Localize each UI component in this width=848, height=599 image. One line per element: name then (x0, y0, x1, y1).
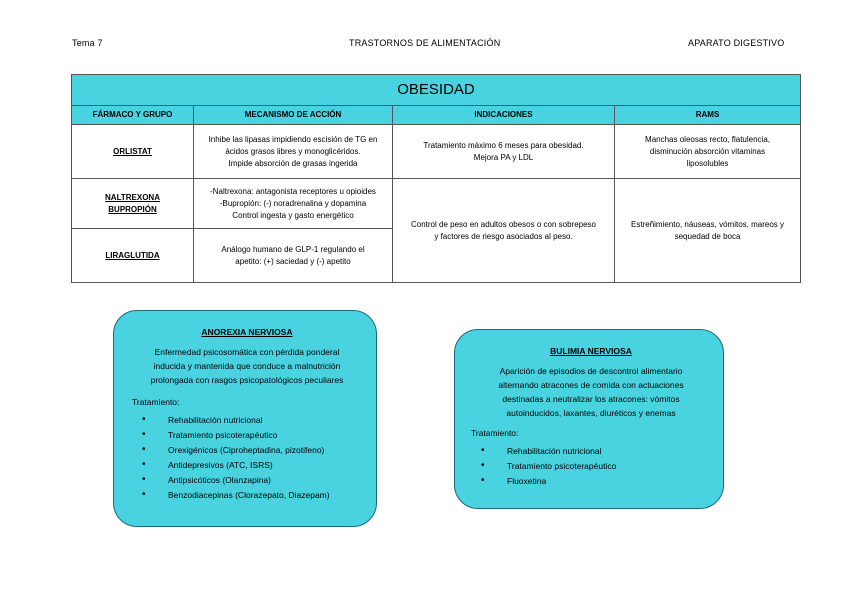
column-header-rams: RAMS (615, 106, 801, 125)
list-item: • Benzodiacepinas (Clorazepato, Diazepam) (156, 488, 362, 502)
drug-name: LIRAGLUTIDA (105, 250, 160, 260)
text-line: autoinducidos, laxantes, diuréticos y enemas (506, 408, 676, 418)
bulimia-treatment-label: Tratamiento: (471, 428, 519, 438)
shared-indications-cell (393, 179, 615, 283)
header-title: TRASTORNOS DE ALIMENTACIÓN (349, 38, 501, 48)
drug-cell (72, 229, 194, 283)
text-line: Análogo humano de GLP-1 regulando el (221, 244, 365, 254)
text-line: inducida y mantenida que conduce a malnutrición (153, 361, 341, 371)
anorexia-card (113, 310, 377, 527)
bulimia-card (454, 329, 724, 509)
text-line: prolongada con rasgos psicopatológicos peculiares (150, 375, 344, 385)
mechanism-cell (194, 125, 393, 179)
drug-name: NALTREXONA (105, 192, 160, 202)
text-line: ácidos grasos libres y monoglicéridos. (225, 146, 361, 156)
table-row (72, 179, 801, 229)
bulimia-description (471, 364, 711, 420)
mechanism-cell (194, 179, 393, 229)
anorexia-treatment-label: Tratamiento: (132, 397, 180, 407)
text-line: -Bupropión: (-) noradrenalina y dopamina (219, 198, 367, 208)
text-line: Estreñimiento, náuseas, vómitos, mareos y (631, 219, 784, 229)
text-line: liposolubles (686, 158, 729, 168)
text-line: sequedad de boca (674, 231, 741, 241)
text-line: disminución absorción vitaminas (649, 146, 766, 156)
bulimia-title: BULIMIA NERVIOSA (550, 346, 632, 356)
text-line: y factores de riesgo asociados al peso. (434, 231, 573, 241)
list-item: • Antidepresivos (ATC, ISRS) (156, 458, 362, 472)
list-item: • Orexigénicos (Ciproheptadina, pizotifeno) (156, 443, 362, 457)
drug-name: BUPROPIÓN (108, 204, 157, 214)
anorexia-treatment-list (132, 413, 362, 502)
text-line: Manchas oleosas recto, flatulencia, (645, 134, 770, 144)
bulimia-treatment-list (471, 444, 711, 488)
drug-name: ORLISTAT (113, 146, 152, 156)
list-item: • Fluoxetina (495, 474, 711, 488)
list-item: • Antipsicóticos (Olanzapina) (156, 473, 362, 487)
indications-cell (393, 125, 615, 179)
text-line: Enfermedad psicosomática con pérdida ponderal (154, 347, 340, 357)
text-line: apetito: (+) saciedad y (-) apetito (235, 256, 351, 266)
text-line: Control ingesta y gasto energético (232, 210, 354, 220)
text-line: alternando atracones de comida con actuaciones (498, 380, 684, 390)
column-header-indications: INDICACIONES (393, 106, 615, 125)
column-header-drug: FÁRMACO Y GRUPO (72, 106, 194, 125)
text-line: -Naltrexona: antagonista receptores u opioides (210, 186, 376, 196)
rams-cell (615, 125, 801, 179)
list-item: • Rehabilitación nutricional (495, 444, 711, 458)
text-line: Inhibe las lipasas impidiendo escisión de TG en (208, 134, 378, 144)
mechanism-cell (194, 229, 393, 283)
header-topic: Tema 7 (72, 38, 103, 48)
text-line: Tratamiento máximo 6 meses para obesidad. (423, 140, 584, 150)
obesity-table (71, 74, 801, 283)
anorexia-title: ANOREXIA NERVIOSA (201, 327, 293, 337)
table-title: OBESIDAD (72, 75, 801, 106)
shared-rams-cell (615, 179, 801, 283)
text-line: Impide absorción de grasas ingerida (228, 158, 358, 168)
list-item: • Tratamiento psicoterapéutico (156, 428, 362, 442)
column-header-mechanism: MECANISMO DE ACCIÓN (194, 106, 393, 125)
text-line: Aparición de episodios de descontrol alimentario (499, 366, 683, 376)
text-line: Control de peso en adultos obesos o con sobrepeso (410, 219, 596, 229)
drug-cell (72, 125, 194, 179)
header-subject: APARATO DIGESTIVO (688, 38, 785, 48)
anorexia-description (132, 345, 362, 387)
table-row (72, 125, 801, 179)
list-item: • Tratamiento psicoterapéutico (495, 459, 711, 473)
drug-cell (72, 179, 194, 229)
text-line: destinadas a neutralizar los atracones: vómitos (502, 394, 680, 404)
text-line: Mejora PA y LDL (473, 152, 534, 162)
list-item: • Rehabilitación nutricional (156, 413, 362, 427)
